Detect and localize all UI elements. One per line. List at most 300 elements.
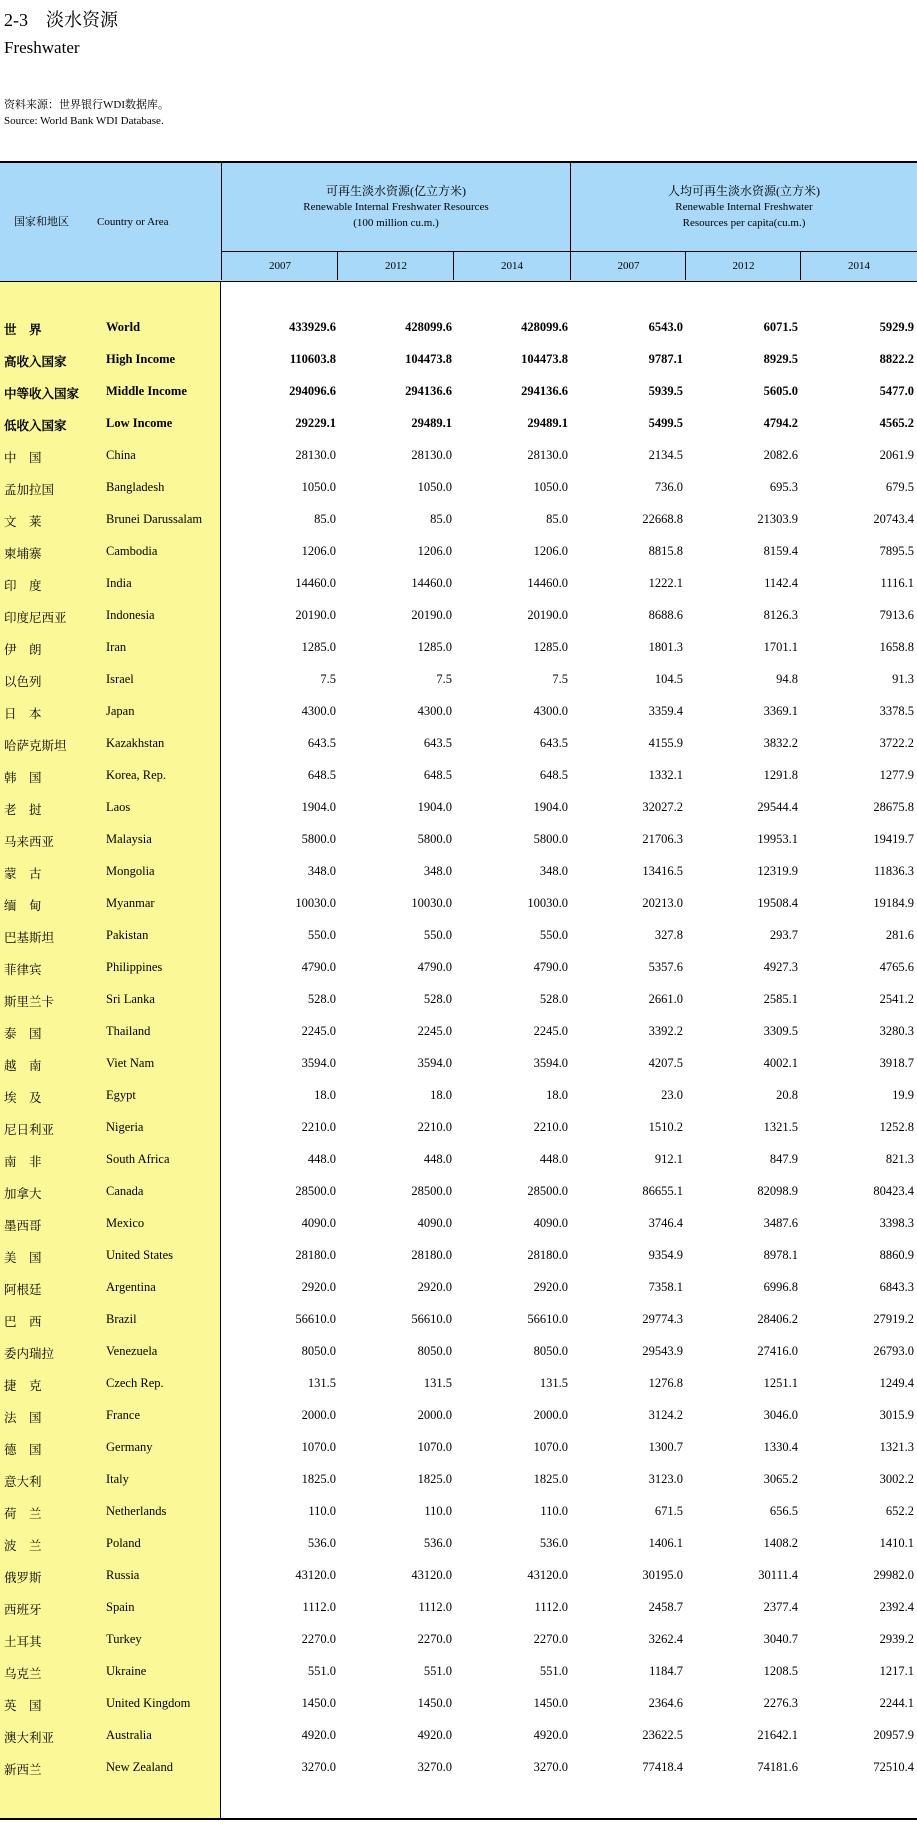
table-body bbox=[0, 282, 917, 1820]
value-cell: 1208.5 bbox=[763, 1664, 798, 1678]
country-name-zh: 低收入国家 bbox=[4, 419, 67, 433]
value-cell: 28130.0 bbox=[295, 448, 336, 462]
value-cell: 428099.6 bbox=[521, 320, 568, 334]
value-cell: 4765.6 bbox=[879, 960, 914, 974]
value-cell: 1070.0 bbox=[533, 1440, 568, 1454]
value-cell: 85.0 bbox=[546, 512, 568, 526]
country-name-en: Korea, Rep. bbox=[106, 768, 167, 782]
country-name-zh: 泰 国 bbox=[4, 1027, 42, 1041]
value-cell: 4794.2 bbox=[763, 416, 798, 430]
country-name-en: United Kingdom bbox=[106, 1696, 191, 1710]
table-row bbox=[0, 1368, 917, 1400]
value-cell: 10030.0 bbox=[527, 896, 568, 910]
value-cell: 5800.0 bbox=[301, 832, 336, 846]
value-cell: 56610.0 bbox=[295, 1312, 336, 1326]
value-cell: 5499.5 bbox=[648, 416, 683, 430]
value-cell: 28406.2 bbox=[757, 1312, 798, 1326]
value-cell: 1321.3 bbox=[879, 1440, 914, 1454]
value-cell: 1222.1 bbox=[648, 576, 683, 590]
country-name-zh: 新西兰 bbox=[4, 1763, 42, 1777]
country-name-en: Cambodia bbox=[106, 544, 158, 558]
value-cell: 12319.9 bbox=[757, 864, 798, 878]
value-cell: 72510.4 bbox=[873, 1760, 914, 1774]
value-cell: 2270.0 bbox=[533, 1632, 568, 1646]
value-cell: 110.0 bbox=[424, 1504, 452, 1518]
country-name-zh: 意大利 bbox=[4, 1475, 42, 1489]
table-row bbox=[0, 1592, 917, 1624]
value-cell: 2270.0 bbox=[417, 1632, 452, 1646]
value-cell: 3487.6 bbox=[763, 1216, 798, 1230]
table-row bbox=[0, 1464, 917, 1496]
header-group-total-en: Renewable Internal Freshwater Resources bbox=[303, 201, 489, 213]
table-row bbox=[0, 1272, 917, 1304]
table-row bbox=[0, 760, 917, 792]
value-cell: 1251.1 bbox=[763, 1376, 798, 1390]
table-row bbox=[0, 1144, 917, 1176]
value-cell: 22668.8 bbox=[642, 512, 683, 526]
value-cell: 4927.3 bbox=[763, 960, 798, 974]
country-name-en: Viet Nam bbox=[106, 1056, 155, 1070]
header-vline bbox=[337, 251, 338, 280]
country-name-en: Israel bbox=[106, 672, 134, 686]
value-cell: 29489.1 bbox=[411, 416, 452, 430]
value-cell: 5357.6 bbox=[648, 960, 683, 974]
country-name-en: Czech Rep. bbox=[106, 1376, 164, 1390]
country-name-zh: 中等收入国家 bbox=[4, 387, 80, 401]
value-cell: 2920.0 bbox=[301, 1280, 336, 1294]
value-cell: 648.5 bbox=[423, 768, 452, 782]
country-name-zh: 德 国 bbox=[4, 1443, 42, 1457]
table-row bbox=[0, 984, 917, 1016]
value-cell: 30195.0 bbox=[642, 1568, 683, 1582]
value-cell: 8815.8 bbox=[648, 544, 683, 558]
value-cell: 2458.7 bbox=[648, 1600, 683, 1614]
value-cell: 4920.0 bbox=[533, 1728, 568, 1742]
value-cell: 536.0 bbox=[307, 1536, 336, 1550]
country-name-en: Middle Income bbox=[106, 384, 187, 398]
header-year: 2014 bbox=[501, 260, 523, 272]
table-row bbox=[0, 1112, 917, 1144]
value-cell: 695.3 bbox=[769, 480, 798, 494]
value-cell: 1825.0 bbox=[417, 1472, 452, 1486]
value-cell: 4565.2 bbox=[879, 416, 914, 430]
value-cell: 2392.4 bbox=[879, 1600, 914, 1614]
value-cell: 671.5 bbox=[654, 1504, 683, 1518]
value-cell: 912.1 bbox=[654, 1152, 683, 1166]
country-name-zh: 澳大利亚 bbox=[4, 1731, 55, 1745]
country-name-en: Netherlands bbox=[106, 1504, 167, 1518]
value-cell: 536.0 bbox=[423, 1536, 452, 1550]
country-name-en: Indonesia bbox=[106, 608, 155, 622]
country-name-en: Venezuela bbox=[106, 1344, 158, 1358]
country-name-en: France bbox=[106, 1408, 141, 1422]
country-name-zh: 柬埔寨 bbox=[4, 547, 42, 561]
value-cell: 74181.6 bbox=[757, 1760, 798, 1774]
value-cell: 18.0 bbox=[314, 1088, 336, 1102]
country-name-zh: 哈萨克斯坦 bbox=[4, 739, 67, 753]
value-cell: 1252.8 bbox=[879, 1120, 914, 1134]
value-cell: 2276.3 bbox=[763, 1696, 798, 1710]
value-cell: 1408.2 bbox=[763, 1536, 798, 1550]
value-cell: 21706.3 bbox=[642, 832, 683, 846]
value-cell: 13416.5 bbox=[642, 864, 683, 878]
value-cell: 2210.0 bbox=[417, 1120, 452, 1134]
value-cell: 7895.5 bbox=[879, 544, 914, 558]
table-row bbox=[0, 1016, 917, 1048]
value-cell: 294136.6 bbox=[405, 384, 452, 398]
value-cell: 428099.6 bbox=[405, 320, 452, 334]
country-name-en: Russia bbox=[106, 1568, 140, 1582]
value-cell: 1825.0 bbox=[533, 1472, 568, 1486]
value-cell: 20957.9 bbox=[873, 1728, 914, 1742]
value-cell: 3015.9 bbox=[879, 1408, 914, 1422]
table-row bbox=[0, 1240, 917, 1272]
value-cell: 29489.1 bbox=[527, 416, 568, 430]
country-name-zh: 伊 朗 bbox=[4, 643, 42, 657]
table-row bbox=[0, 888, 917, 920]
value-cell: 131.5 bbox=[423, 1376, 452, 1390]
value-cell: 1070.0 bbox=[417, 1440, 452, 1454]
country-name-en: Italy bbox=[106, 1472, 129, 1486]
country-name-zh: 印 度 bbox=[4, 579, 42, 593]
value-cell: 1112.0 bbox=[534, 1600, 568, 1614]
value-cell: 1450.0 bbox=[301, 1696, 336, 1710]
value-cell: 3832.2 bbox=[763, 736, 798, 750]
table-row bbox=[0, 792, 917, 824]
value-cell: 30111.4 bbox=[758, 1568, 798, 1582]
table-row bbox=[0, 1176, 917, 1208]
header-group-percapita-zh: 人均可再生淡水资源(立方米) bbox=[668, 184, 820, 198]
value-cell: 2541.2 bbox=[879, 992, 914, 1006]
value-cell: 1277.9 bbox=[879, 768, 914, 782]
value-cell: 85.0 bbox=[314, 512, 336, 526]
country-name-en: India bbox=[106, 576, 132, 590]
value-cell: 1321.5 bbox=[763, 1120, 798, 1134]
country-name-en: Japan bbox=[106, 704, 135, 718]
value-cell: 2920.0 bbox=[533, 1280, 568, 1294]
value-cell: 2245.0 bbox=[417, 1024, 452, 1038]
header-group-total bbox=[222, 163, 570, 251]
country-name-en: Nigeria bbox=[106, 1120, 144, 1134]
value-cell: 18.0 bbox=[430, 1088, 452, 1102]
value-cell: 2000.0 bbox=[533, 1408, 568, 1422]
value-cell: 643.5 bbox=[307, 736, 336, 750]
value-cell: 1801.3 bbox=[648, 640, 683, 654]
country-name-en: China bbox=[106, 448, 136, 462]
value-cell: 3722.2 bbox=[879, 736, 914, 750]
value-cell: 80423.4 bbox=[873, 1184, 914, 1198]
value-cell: 29229.1 bbox=[295, 416, 336, 430]
value-cell: 9354.9 bbox=[648, 1248, 683, 1262]
table-row bbox=[0, 312, 917, 344]
value-cell: 2939.2 bbox=[879, 1632, 914, 1646]
value-cell: 5605.0 bbox=[763, 384, 798, 398]
table-row bbox=[0, 1688, 917, 1720]
value-cell: 4790.0 bbox=[533, 960, 568, 974]
country-name-zh: 加拿大 bbox=[4, 1187, 42, 1201]
value-cell: 85.0 bbox=[430, 512, 452, 526]
value-cell: 1904.0 bbox=[417, 800, 452, 814]
value-cell: 348.0 bbox=[423, 864, 452, 878]
value-cell: 8159.4 bbox=[763, 544, 798, 558]
value-cell: 1184.7 bbox=[649, 1664, 683, 1678]
table-row bbox=[0, 1528, 917, 1560]
value-cell: 3398.3 bbox=[879, 1216, 914, 1230]
freshwater-table bbox=[0, 161, 917, 1820]
value-cell: 104473.8 bbox=[521, 352, 568, 366]
value-cell: 28500.0 bbox=[527, 1184, 568, 1198]
table-row bbox=[0, 728, 917, 760]
value-cell: 91.3 bbox=[892, 672, 914, 686]
value-cell: 26793.0 bbox=[873, 1344, 914, 1358]
country-name-en: Argentina bbox=[106, 1280, 156, 1294]
header-vline bbox=[800, 251, 801, 280]
table-row bbox=[0, 856, 917, 888]
value-cell: 3002.2 bbox=[879, 1472, 914, 1486]
value-cell: 1904.0 bbox=[533, 800, 568, 814]
country-name-zh: 南 非 bbox=[4, 1155, 42, 1169]
value-cell: 8050.0 bbox=[533, 1344, 568, 1358]
value-cell: 2000.0 bbox=[417, 1408, 452, 1422]
table-row bbox=[0, 376, 917, 408]
value-cell: 5477.0 bbox=[879, 384, 914, 398]
table-row bbox=[0, 408, 917, 440]
value-cell: 3594.0 bbox=[301, 1056, 336, 1070]
value-cell: 110.0 bbox=[308, 1504, 336, 1518]
country-name-en: Spain bbox=[106, 1600, 135, 1614]
header-group-percapita bbox=[571, 163, 917, 251]
value-cell: 2061.9 bbox=[879, 448, 914, 462]
country-name-en: United States bbox=[106, 1248, 174, 1262]
value-cell: 43120.0 bbox=[295, 1568, 336, 1582]
country-name-zh: 波 兰 bbox=[4, 1539, 42, 1553]
value-cell: 8688.6 bbox=[648, 608, 683, 622]
value-cell: 1112.0 bbox=[302, 1600, 336, 1614]
value-cell: 4790.0 bbox=[301, 960, 336, 974]
table-row bbox=[0, 1400, 917, 1432]
value-cell: 28675.8 bbox=[873, 800, 914, 814]
country-name-zh: 埃 及 bbox=[4, 1091, 42, 1105]
country-name-zh: 土耳其 bbox=[4, 1635, 42, 1649]
value-cell: 3918.7 bbox=[879, 1056, 914, 1070]
source-note-zh: 资料来源：世界银行WDI数据库。 bbox=[4, 99, 169, 111]
country-name-zh: 以色列 bbox=[4, 675, 42, 689]
value-cell: 2661.0 bbox=[648, 992, 683, 1006]
value-cell: 679.5 bbox=[885, 480, 914, 494]
value-cell: 3270.0 bbox=[301, 1760, 336, 1774]
value-cell: 1206.0 bbox=[533, 544, 568, 558]
table-row bbox=[0, 1048, 917, 1080]
country-name-en: Mongolia bbox=[106, 864, 155, 878]
value-cell: 5929.9 bbox=[879, 320, 914, 334]
value-cell: 28130.0 bbox=[411, 448, 452, 462]
country-name-en: Mexico bbox=[106, 1216, 145, 1230]
value-cell: 528.0 bbox=[539, 992, 568, 1006]
value-cell: 104473.8 bbox=[405, 352, 452, 366]
value-cell: 2270.0 bbox=[301, 1632, 336, 1646]
value-cell: 5800.0 bbox=[533, 832, 568, 846]
country-name-zh: 墨西哥 bbox=[4, 1219, 42, 1233]
country-name-zh: 法 国 bbox=[4, 1411, 42, 1425]
value-cell: 1217.1 bbox=[879, 1664, 914, 1678]
value-cell: 3065.2 bbox=[763, 1472, 798, 1486]
value-cell: 2585.1 bbox=[763, 992, 798, 1006]
value-cell: 20743.4 bbox=[873, 512, 914, 526]
value-cell: 1206.0 bbox=[301, 544, 336, 558]
table-row bbox=[0, 1080, 917, 1112]
header-vline bbox=[570, 163, 571, 280]
header-group-total-zh: 可再生淡水资源(亿立方米) bbox=[326, 184, 466, 198]
value-cell: 4090.0 bbox=[417, 1216, 452, 1230]
value-cell: 1450.0 bbox=[417, 1696, 452, 1710]
country-name-zh: 阿根廷 bbox=[4, 1283, 42, 1297]
table-row bbox=[0, 696, 917, 728]
country-name-en: Germany bbox=[106, 1440, 153, 1454]
value-cell: 6071.5 bbox=[763, 320, 798, 334]
country-name-en: Australia bbox=[106, 1728, 152, 1742]
value-cell: 94.8 bbox=[776, 672, 798, 686]
value-cell: 551.0 bbox=[307, 1664, 336, 1678]
value-cell: 21642.1 bbox=[757, 1728, 798, 1742]
value-cell: 1330.4 bbox=[763, 1440, 798, 1454]
value-cell: 20190.0 bbox=[295, 608, 336, 622]
value-cell: 448.0 bbox=[307, 1152, 336, 1166]
value-cell: 1291.8 bbox=[763, 768, 798, 782]
value-cell: 56610.0 bbox=[411, 1312, 452, 1326]
value-cell: 4300.0 bbox=[417, 704, 452, 718]
country-name-en: Iran bbox=[106, 640, 127, 654]
country-name-en: Brazil bbox=[106, 1312, 137, 1326]
value-cell: 5800.0 bbox=[417, 832, 452, 846]
value-cell: 8050.0 bbox=[417, 1344, 452, 1358]
value-cell: 1050.0 bbox=[533, 480, 568, 494]
country-name-zh: 俄罗斯 bbox=[4, 1571, 42, 1585]
value-cell: 77418.4 bbox=[642, 1760, 683, 1774]
value-cell: 19953.1 bbox=[757, 832, 798, 846]
table-row bbox=[0, 664, 917, 696]
value-cell: 1510.2 bbox=[648, 1120, 683, 1134]
value-cell: 1332.1 bbox=[648, 768, 683, 782]
value-cell: 1276.8 bbox=[648, 1376, 683, 1390]
country-name-zh: 菲律宾 bbox=[4, 963, 42, 977]
table-row bbox=[0, 1336, 917, 1368]
country-name-en: New Zealand bbox=[106, 1760, 173, 1774]
header-country bbox=[0, 163, 221, 280]
value-cell: 8860.9 bbox=[879, 1248, 914, 1262]
value-cell: 29544.4 bbox=[757, 800, 798, 814]
country-name-en: Bangladesh bbox=[106, 480, 165, 494]
value-cell: 104.5 bbox=[654, 672, 683, 686]
value-cell: 6843.3 bbox=[879, 1280, 914, 1294]
value-cell: 643.5 bbox=[423, 736, 452, 750]
table-row bbox=[0, 600, 917, 632]
country-name-en: Egypt bbox=[106, 1088, 136, 1102]
value-cell: 550.0 bbox=[423, 928, 452, 942]
value-cell: 281.6 bbox=[885, 928, 914, 942]
value-cell: 29982.0 bbox=[873, 1568, 914, 1582]
table-row bbox=[0, 920, 917, 952]
value-cell: 43120.0 bbox=[527, 1568, 568, 1582]
header-year: 2012 bbox=[385, 260, 407, 272]
value-cell: 2377.4 bbox=[763, 1600, 798, 1614]
table-row bbox=[0, 1208, 917, 1240]
country-name-en: Ukraine bbox=[106, 1664, 147, 1678]
value-cell: 110603.8 bbox=[289, 352, 336, 366]
country-name-zh: 缅 甸 bbox=[4, 899, 42, 913]
value-cell: 1112.0 bbox=[418, 1600, 452, 1614]
value-cell: 2364.6 bbox=[648, 1696, 683, 1710]
header-country-en: Country or Area bbox=[97, 215, 169, 228]
value-cell: 3270.0 bbox=[533, 1760, 568, 1774]
value-cell: 3309.5 bbox=[763, 1024, 798, 1038]
value-cell: 23622.5 bbox=[642, 1728, 683, 1742]
header-vline bbox=[453, 251, 454, 280]
value-cell: 19.9 bbox=[892, 1088, 914, 1102]
value-cell: 2134.5 bbox=[648, 448, 683, 462]
value-cell: 1285.0 bbox=[417, 640, 452, 654]
table-row bbox=[0, 536, 917, 568]
value-cell: 8126.3 bbox=[763, 608, 798, 622]
country-name-zh: 巴 西 bbox=[4, 1315, 42, 1329]
value-cell: 20.8 bbox=[776, 1088, 798, 1102]
country-name-zh: 高收入国家 bbox=[4, 355, 67, 369]
value-cell: 28130.0 bbox=[527, 448, 568, 462]
value-cell: 1116.1 bbox=[880, 576, 914, 590]
country-name-en: Sri Lanka bbox=[106, 992, 155, 1006]
value-cell: 4300.0 bbox=[533, 704, 568, 718]
value-cell: 9787.1 bbox=[648, 352, 683, 366]
table-row bbox=[0, 504, 917, 536]
value-cell: 4920.0 bbox=[301, 1728, 336, 1742]
value-cell: 3594.0 bbox=[417, 1056, 452, 1070]
country-name-zh: 乌克兰 bbox=[4, 1667, 42, 1681]
value-cell: 821.3 bbox=[885, 1152, 914, 1166]
value-cell: 736.0 bbox=[654, 480, 683, 494]
value-cell: 3378.5 bbox=[879, 704, 914, 718]
value-cell: 28180.0 bbox=[295, 1248, 336, 1262]
country-name-zh: 荷 兰 bbox=[4, 1507, 42, 1521]
value-cell: 550.0 bbox=[539, 928, 568, 942]
value-cell: 847.9 bbox=[769, 1152, 798, 1166]
value-cell: 14460.0 bbox=[411, 576, 452, 590]
value-cell: 551.0 bbox=[423, 1664, 452, 1678]
country-name-zh: 韩 国 bbox=[4, 771, 42, 785]
value-cell: 551.0 bbox=[539, 1664, 568, 1678]
value-cell: 1410.1 bbox=[879, 1536, 914, 1550]
header-vline bbox=[685, 251, 686, 280]
country-name-en: Canada bbox=[106, 1184, 144, 1198]
value-cell: 23.0 bbox=[661, 1088, 683, 1102]
table-row bbox=[0, 344, 917, 376]
country-name-zh: 马来西亚 bbox=[4, 835, 55, 849]
value-cell: 28500.0 bbox=[295, 1184, 336, 1198]
value-cell: 1070.0 bbox=[301, 1440, 336, 1454]
header-year: 2007 bbox=[617, 260, 640, 272]
country-name-zh: 中 国 bbox=[4, 451, 42, 465]
value-cell: 7.5 bbox=[436, 672, 452, 686]
table-row bbox=[0, 1720, 917, 1752]
value-cell: 2082.6 bbox=[763, 448, 798, 462]
value-cell: 82098.9 bbox=[757, 1184, 798, 1198]
value-cell: 86655.1 bbox=[642, 1184, 683, 1198]
value-cell: 27919.2 bbox=[873, 1312, 914, 1326]
table-row bbox=[0, 1624, 917, 1656]
country-name-en: Malaysia bbox=[106, 832, 152, 846]
header-year: 2012 bbox=[732, 260, 755, 272]
value-cell: 327.8 bbox=[654, 928, 683, 942]
value-cell: 11836.3 bbox=[873, 864, 914, 878]
header-vline bbox=[221, 163, 222, 280]
